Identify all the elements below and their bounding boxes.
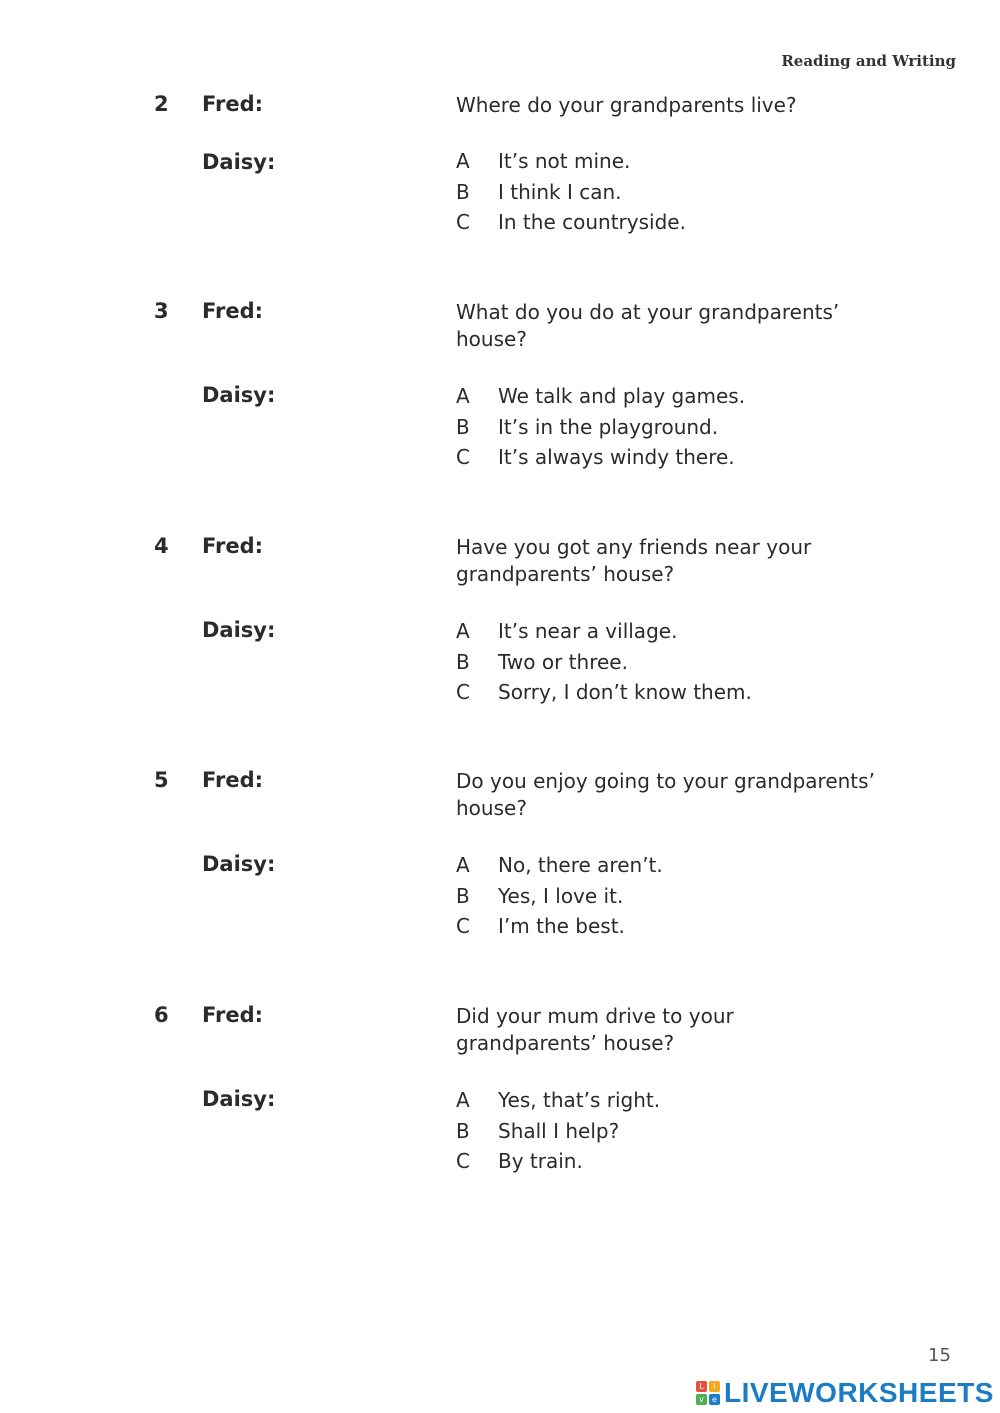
option-text: Sorry, I don’t know them. <box>498 680 752 704</box>
logo-letter: i <box>709 1381 720 1392</box>
answer-options <box>456 616 752 708</box>
option-letter: A <box>456 853 470 877</box>
logo-icon <box>696 1381 720 1405</box>
page-number: 15 <box>928 1345 951 1366</box>
option-letter: C <box>456 1149 470 1173</box>
logo-letter: e <box>709 1394 720 1405</box>
question-text: What do you do at your grandparents’ house? <box>456 300 840 351</box>
option-text: Yes, that’s right. <box>498 1088 661 1112</box>
speaker-fred: Fred: <box>202 1003 264 1027</box>
option-text: Two or three. <box>498 649 628 674</box>
question-text: Do you enjoy going to your grandparents’ house? <box>456 769 875 820</box>
option-text: We talk and play games. <box>498 384 746 408</box>
option-text: Shall I help? <box>498 1118 620 1143</box>
option-text: It’s near a village. <box>498 619 678 643</box>
option-c[interactable] <box>456 207 686 238</box>
option-text: By train. <box>498 1149 583 1173</box>
option-letter: B <box>456 1118 470 1143</box>
speaker-fred: Fred: <box>202 299 264 323</box>
answer-options <box>456 381 745 473</box>
option-text: In the countryside. <box>498 210 686 234</box>
option-letter: C <box>456 445 470 469</box>
speaker-fred: Fred: <box>202 534 264 558</box>
option-b[interactable] <box>456 177 686 208</box>
option-a[interactable] <box>456 146 686 177</box>
option-text: I’m the best. <box>498 914 625 938</box>
speaker-fred: Fred: <box>202 92 264 116</box>
answer-options <box>456 1085 660 1177</box>
option-text: Yes, I love it. <box>498 883 624 908</box>
question-number: 2 <box>154 92 169 116</box>
logo-letter: v <box>696 1394 707 1405</box>
option-a[interactable] <box>456 616 752 647</box>
option-letter: C <box>456 680 470 704</box>
question-number: 6 <box>154 1003 169 1027</box>
option-text: It’s in the playground. <box>498 414 719 439</box>
option-b[interactable] <box>456 412 745 443</box>
speaker-daisy: Daisy: <box>202 1087 276 1111</box>
option-letter: A <box>456 384 470 408</box>
option-letter: C <box>456 914 470 938</box>
speaker-daisy: Daisy: <box>202 150 276 174</box>
speaker-daisy: Daisy: <box>202 852 276 876</box>
option-letter: B <box>456 883 470 908</box>
section-header: Reading and Writing <box>781 52 956 70</box>
option-a[interactable] <box>456 850 663 881</box>
logo-letter: L <box>696 1381 707 1392</box>
option-text: No, there aren’t. <box>498 853 663 877</box>
option-letter: A <box>456 1088 470 1112</box>
option-a[interactable] <box>456 381 745 412</box>
option-b[interactable] <box>456 1116 660 1147</box>
brand-name: LIVEWORKSHEETS <box>724 1377 994 1408</box>
option-c[interactable] <box>456 911 663 942</box>
question-text: Have you got any friends near your grandparents’ house? <box>456 535 812 586</box>
question-number: 3 <box>154 299 169 323</box>
option-letter: B <box>456 179 470 204</box>
option-b[interactable] <box>456 647 752 678</box>
question-text: Where do your grandparents live? <box>456 93 797 117</box>
option-text: It’s always windy there. <box>498 445 735 469</box>
option-b[interactable] <box>456 881 663 912</box>
question-number: 4 <box>154 534 169 558</box>
answer-options <box>456 146 686 238</box>
option-letter: B <box>456 414 470 439</box>
option-letter: A <box>456 149 470 173</box>
option-a[interactable] <box>456 1085 660 1116</box>
option-text: It’s not mine. <box>498 149 631 173</box>
liveworksheets-logo[interactable] <box>696 1376 994 1410</box>
speaker-daisy: Daisy: <box>202 618 276 642</box>
option-letter: B <box>456 649 470 674</box>
option-c[interactable] <box>456 1146 660 1177</box>
option-c[interactable] <box>456 677 752 708</box>
option-letter: C <box>456 210 470 234</box>
option-letter: A <box>456 619 470 643</box>
speaker-fred: Fred: <box>202 768 264 792</box>
question-number: 5 <box>154 768 169 792</box>
option-text: I think I can. <box>498 179 622 204</box>
question-text: Did your mum drive to your grandparents’ house? <box>456 1004 734 1055</box>
option-c[interactable] <box>456 442 745 473</box>
answer-options <box>456 850 663 942</box>
speaker-daisy: Daisy: <box>202 383 276 407</box>
